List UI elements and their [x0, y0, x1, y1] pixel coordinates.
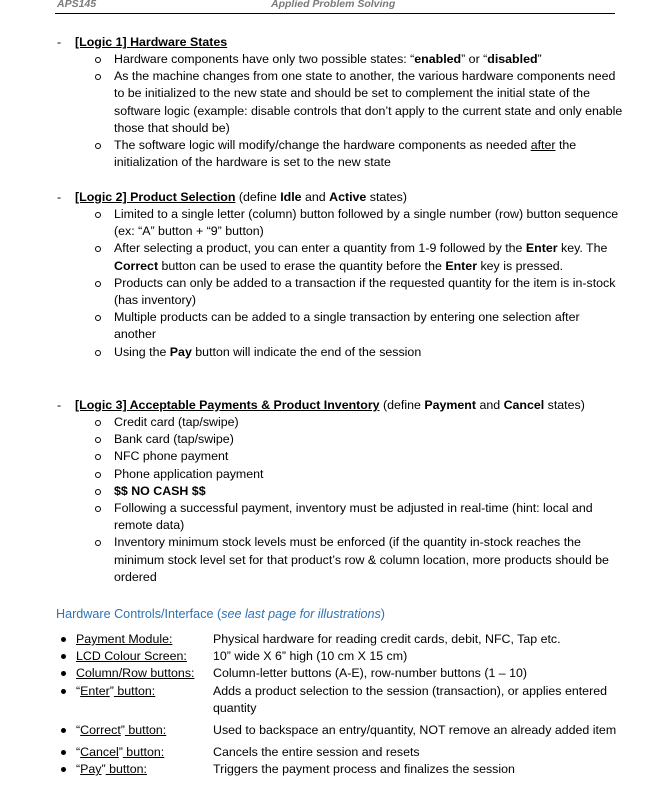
hardware-row-lcd-screen: LCD Colour Screen: 10” wide X 6” high (10 cm X 15 cm): [56, 648, 626, 665]
logic-1-section: [55, 34, 625, 171]
hardware-row-enter-button: “Enter” button: Adds a product selection to the session (transaction), or applies entered quantity: [56, 683, 626, 717]
list-item: As the machine changes from one state to another, the various hardware components need to be initialized to the new state and should be set to complement the initial state of the software logic (example: disable controls that don’t apply to the current state and only enable those that should be): [114, 68, 625, 137]
hardware-list: [56, 631, 626, 779]
list-item: Using the Pay button will indicate the end of the session: [114, 344, 625, 361]
logic-2-heading: - [Logic 2] Product Selection (define Idle and Active states): [57, 190, 407, 204]
course-title: Applied Problem Solving: [271, 0, 396, 10]
logic-3-heading: - [Logic 3] Acceptable Payments & Product Inventory (define Payment and Cancel states): [57, 398, 585, 412]
list-item: Inventory minimum stock levels must be enforced (if the quantity in-stock reaches the minimum stock level set for that product’s row & column location, more products should be ordered: [114, 534, 625, 586]
logic-1-heading: - [Logic 1] Hardware States: [57, 35, 228, 49]
list-item: $$ NO CASH $$: [114, 483, 625, 500]
logic-2-section: [55, 189, 625, 361]
list-item: The software logic will modify/change the hardware components as needed after the initialization of the hardware is set to the new state: [114, 137, 625, 171]
list-item: Following a successful payment, inventory must be adjusted in real-time (hint: local and remote data): [114, 500, 625, 534]
hardware-row-correct-button: “Correct” button: Used to backspace an entry/quantity, NOT remove an already added item: [56, 722, 626, 739]
list-item: Products can only be added to a transaction if the requested quantity for the item is in-stock (has inventory): [114, 275, 625, 309]
list-item: After selecting a product, you can enter a quantity from 1-9 followed by the Enter key. The Correct button can be used to erase the quantity before the Enter key is pressed.: [114, 240, 625, 274]
list-item: Limited to a single letter (column) button followed by a single number (row) button sequence (ex: “A” button + “9” button): [114, 206, 625, 240]
hardware-row-cancel-button: “Cancel” button: Cancels the entire session and resets: [56, 744, 626, 761]
list-item: Phone application payment: [114, 466, 625, 483]
list-item: NFC phone payment: [114, 448, 625, 465]
logic-3-section: [55, 397, 625, 586]
hardware-row-pay-button: “Pay” button: Triggers the payment process and finalizes the session: [56, 761, 626, 778]
hardware-row-column-row-buttons: Column/Row buttons: Column-letter buttons (A-E), row-number buttons (1 – 10): [56, 665, 626, 682]
list-item: Hardware components have only two possible states: “enabled” or “disabled”: [114, 51, 625, 68]
list-item: Multiple products can be added to a single transaction by entering one selection after another: [114, 309, 625, 343]
list-item: Credit card (tap/swipe): [114, 414, 625, 431]
list-item: Bank card (tap/swipe): [114, 431, 625, 448]
page-header: [55, 0, 615, 14]
hardware-heading: Hardware Controls/Interface (see last page for illustrations): [56, 607, 385, 621]
course-code: APS145: [57, 0, 97, 10]
hardware-row-payment-module: Payment Module: Physical hardware for reading credit cards, debit, NFC, Tap etc.: [56, 631, 626, 648]
